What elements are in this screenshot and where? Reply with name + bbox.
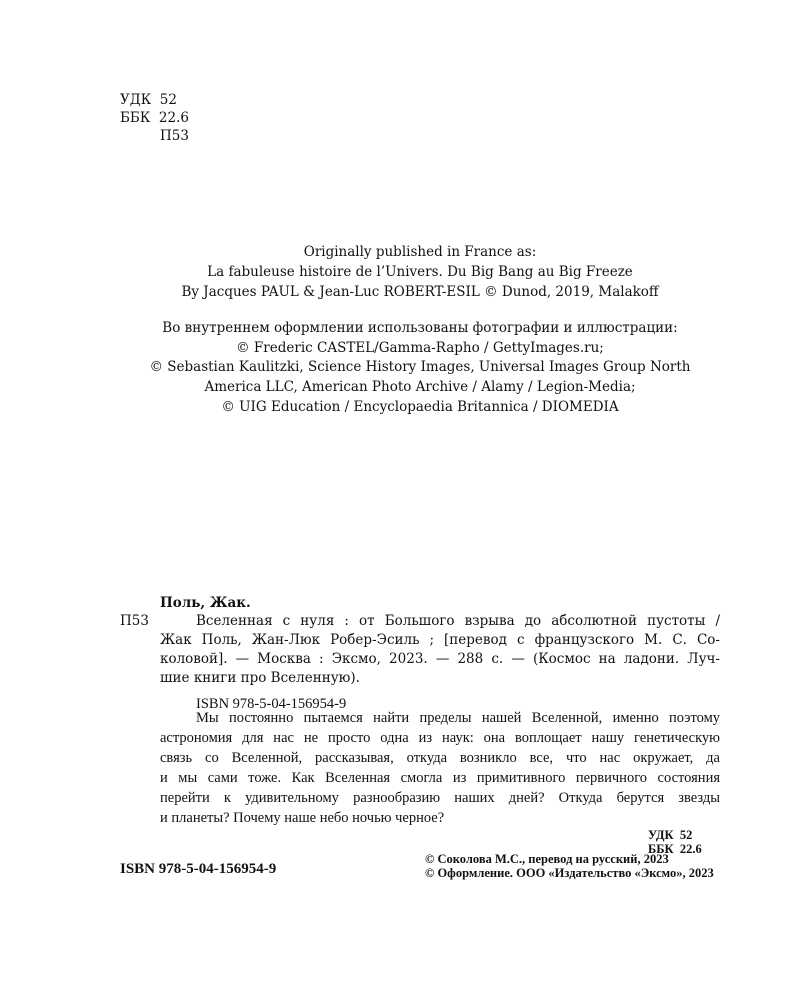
catalog-line: шие книги про Вселенную). [160,670,360,686]
abstract-line: перейти к удивительному разнообразию наших дней? Откуда берутся звезды [160,790,720,806]
credits-line: Во внутреннем оформлении использованы фотографии и иллюстрации: [162,320,678,336]
abstract-line: астрономия для нас не просто одна из наук: она воплощает нашу генетическую [160,730,720,746]
catalog-mark: П53 [120,613,149,629]
credits-line: © Sebastian Kaulitzki, Science History Images, Universal Images Group North [149,359,691,375]
catalog-isbn: ISBN 978-5-04-156954-9 [196,696,347,712]
bottom-udk: УДК 52 [648,828,693,842]
credits-line: © UIG Education / Encyclopaedia Britannica / DIOMEDIA [221,399,619,415]
top-author-mark: П53 [160,128,189,144]
abstract-line: связь со Вселенной, рассказывая, откуда возникло все, что нас окружает, да [160,750,720,766]
abstract-line: и мы сами тоже. Как Вселенная смогла из примитивного первичного состояния [160,770,720,786]
abstract-line: Мы постоянно пытаемся найти пределы нашей Вселенной, именно поэтому [196,710,720,726]
top-bbk: ББК 22.6 [120,110,189,126]
credits-line: America LLC, American Photo Archive / Alamy / Legion-Media; [204,379,636,395]
bottom-bbk: ББК 22.6 [648,842,702,856]
original-edition-line: Originally published in France as: [303,244,537,260]
credits-line: © Frederic CASTEL/Gamma-Rapho / GettyImages.ru; [236,340,604,356]
catalog-line: коловой]. — Москва : Эксмо, 2023. — 288 с. — (Космос на ладони. Луч- [160,651,720,667]
bottom-isbn: ISBN 978-5-04-156954-9 [120,861,277,877]
catalog-author: Поль, Жак. [160,595,251,611]
copyright-line: © Соколова М.С., перевод на русский, 2023 [425,852,669,866]
original-edition-line: By Jacques PAUL & Jean-Luc ROBERT-ESIL © Dunod, 2019, Malakoff [181,284,659,300]
top-udk: УДК 52 [120,92,177,108]
copyright-line: © Оформление. ООО «Издательство «Эксмо», 2023 [425,866,714,880]
original-edition-line: La fabuleuse histoire de l’Univers. Du Big Bang au Big Freeze [207,264,633,280]
catalog-line: Жак Поль, Жан-Люк Робер-Эсиль ; [перевод с французского М. С. Со- [160,632,720,648]
catalog-line: Вселенная с нуля : от Большого взрыва до абсолютной пустоты / [196,613,720,629]
abstract-line: и планеты? Почему наше небо ночью черное? [160,810,445,826]
